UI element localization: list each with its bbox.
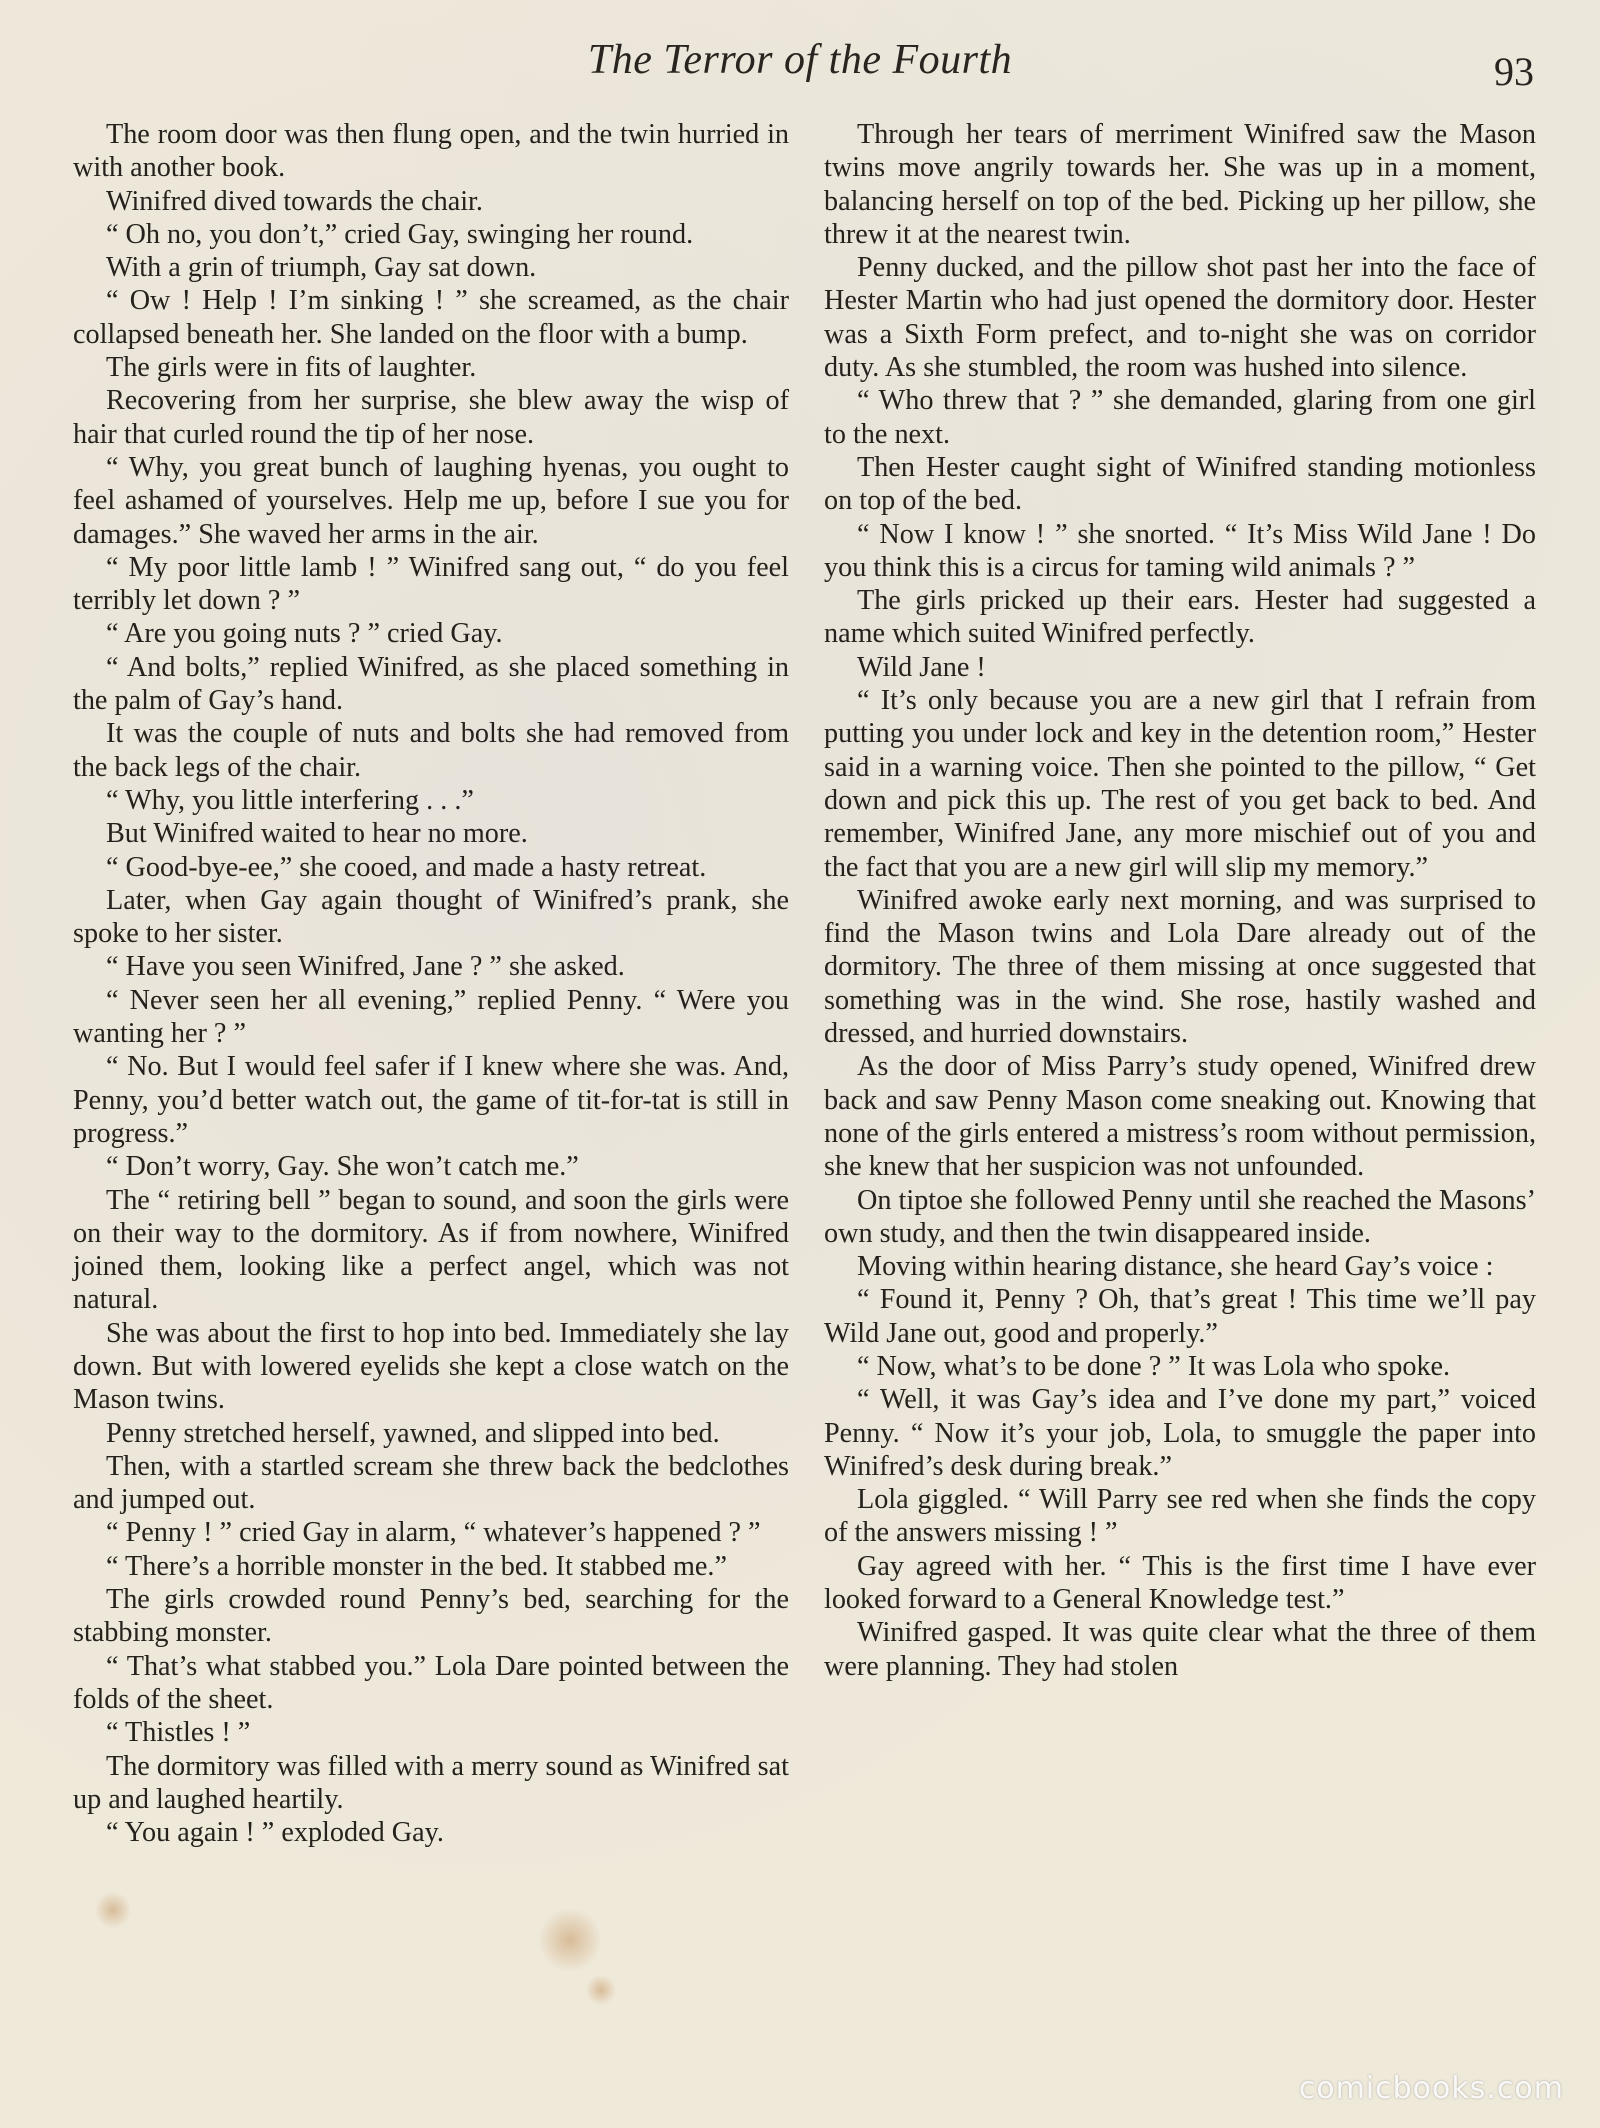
paragraph: “ Now I know ! ” she snorted. “ It’s Miss Wild Jane ! Do you think this is a circus for taming wild animals ? ” [824, 518, 1536, 583]
running-title: The Terror of the Fourth [587, 37, 1013, 83]
paragraph: “ Never seen her all evening,” replied Penny. “ Were you wanting her ? ” [73, 984, 789, 1050]
paragraph: Penny stretched herself, yawned, and slipped into bed. [106, 1417, 720, 1449]
paragraph: “ Good-bye-ee,” she cooed, and made a hasty retreat. [106, 851, 707, 883]
paragraph: “ It’s only because you are a new girl that I refrain from putting you under lock and key in the detention room,” Hester said in a warning voice. Then she pointed to the pillow, “ Get down and pick this up. The rest of you get back to bed. And remember, Winifred Jane, any more mischief out of you and the fact that you are a new girl will slip my memory.” [824, 685, 1536, 883]
paragraph: “ Don’t worry, Gay. She won’t catch me.” [106, 1151, 579, 1183]
paragraph: With a grin of triumph, Gay sat down. [106, 252, 537, 284]
foxing-stain [540, 1905, 600, 1975]
paragraph: Then, with a startled scream she threw back the bedclothes and jumped out. [73, 1450, 789, 1516]
paragraph: “ That’s what stabbed you.” Lola Dare pointed between the folds of the sheet. [73, 1650, 789, 1715]
paragraph: “ You again ! ” exploded Gay. [106, 1817, 444, 1849]
paragraph: Then Hester caught sight of Winifred standing motionless on top of the bed. [824, 451, 1536, 517]
paragraph: Winifred dived towards the chair. [106, 185, 483, 217]
left-column [73, 118, 789, 1849]
paragraph: She was about the first to hop into bed. Immediately she lay down. But with lowered eyelids she kept a close watch on the Mason twins. [73, 1317, 789, 1416]
paragraph: But Winifred waited to hear no more. [106, 818, 528, 850]
paragraph: The girls pricked up their ears. Hester had suggested a name which suited Winifred perfectly. [824, 585, 1536, 650]
paragraph: Wild Jane ! [857, 651, 986, 683]
paragraph: Recovering from her surprise, she blew away the wisp of hair that curled round the tip of her nose. [73, 385, 789, 450]
paragraph: Winifred awoke early next morning, and was surprised to find the Mason twins and Lola Dare already out of the dormitory. The three of them missing at once suggested that something was in the wind. She rose, hastily washed and dressed, and hurried downstairs. [824, 884, 1536, 1050]
paragraph: Lola giggled. “ Will Parry see red when she finds the copy of the answers missing ! ” [824, 1484, 1536, 1549]
paragraph: “ Why, you little interfering . . .” [106, 784, 474, 816]
paragraph: “ Ow ! Help ! I’m sinking ! ” she screamed, as the chair collapsed beneath her. She landed on the floor with a bump. [73, 285, 789, 350]
paragraph: “ No. But I would feel safer if I knew where she was. And, Penny, you’d better watch out, the game of tit-for-tat is still in progress.” [73, 1051, 789, 1149]
right-column [824, 118, 1536, 1683]
paragraph: Gay agreed with her. “ This is the first time I have ever looked forward to a General Knowledge test.” [824, 1550, 1536, 1616]
paragraph: Winifred gasped. It was quite clear what the three of them were planning. They had stolen [824, 1617, 1536, 1682]
paragraph: “ Found it, Penny ? Oh, that’s great ! This time we’ll pay Wild Jane out, good and properly.” [824, 1284, 1536, 1349]
paragraph: “ Who threw that ? ” she demanded, glaring from one girl to the next. [824, 385, 1536, 450]
paragraph: “ Well, it was Gay’s idea and I’ve done my part,” voiced Penny. “ Now it’s your job, Lola, to smuggle the paper into Winifred’s desk during break.” [824, 1384, 1536, 1482]
paragraph: It was the couple of nuts and bolts she had removed from the back legs of the chair. [73, 718, 789, 783]
paragraph: Through her tears of merriment Winifred saw the Mason twins move angrily towards her. She was up in a moment, balancing herself on top of the bed. Picking up her pillow, she threw it at the nearest twin. [824, 119, 1536, 250]
page-number: 93 [1494, 49, 1534, 94]
paragraph: The girls crowded round Penny’s bed, searching for the stabbing monster. [73, 1584, 789, 1649]
paragraph: Penny ducked, and the pillow shot past her into the face of Hester Martin who had just opened the dormitory door. Hester was a Sixth Form prefect, and to-night she was on corridor duty. As she stumbled, the room was hushed into silence. [824, 252, 1536, 384]
paragraph: The dormitory was filled with a merry sound as Winifred sat up and laughed heartily. [73, 1750, 789, 1815]
foxing-stain [585, 1975, 617, 2005]
paragraph: “ Are you going nuts ? ” cried Gay. [106, 618, 503, 650]
paragraph: The “ retiring bell ” began to sound, and soon the girls were on their way to the dormitory. As if from nowhere, Winifred joined them, looking like a perfect angel, which was not natural. [73, 1184, 789, 1316]
paragraph: “ Have you seen Winifred, Jane ? ” she asked. [106, 951, 625, 983]
paragraph: The girls were in fits of laughter. [106, 352, 477, 384]
paragraph: “ There’s a horrible monster in the bed. It stabbed me.” [106, 1550, 727, 1582]
paragraph: “ Why, you great bunch of laughing hyenas, you ought to feel ashamed of yourselves. Help me up, before I sue you for damages.” She waved her arms in the air. [73, 451, 789, 550]
watermark: comicbooks.com [1298, 2071, 1564, 2106]
paragraph: “ Oh no, you don’t,” cried Gay, swinging her round. [106, 218, 694, 250]
paragraph: “ Thistles ! ” [106, 1717, 251, 1749]
paragraph: On tiptoe she followed Penny until she reached the Masons’ own study, and then the twin disappeared inside. [824, 1184, 1536, 1249]
page-header [0, 36, 1600, 96]
foxing-stain [96, 1890, 130, 1930]
paragraph: “ Now, what’s to be done ? ” It was Lola who spoke. [857, 1350, 1451, 1382]
paragraph: Later, when Gay again thought of Winifred’s prank, she spoke to her sister. [73, 884, 789, 950]
paragraph: “ And bolts,” replied Winifred, as she placed something in the palm of Gay’s hand. [73, 651, 789, 717]
paragraph: As the door of Miss Parry’s study opened, Winifred drew back and saw Penny Mason come sneaking out. Knowing that none of the girls entered a mistress’s room without permission, she knew that her suspicion was not unfounded. [824, 1051, 1536, 1183]
paragraph: Moving within hearing distance, she heard Gay’s voice : [857, 1251, 1494, 1283]
paragraph: “ Penny ! ” cried Gay in alarm, “ whatever’s happened ? ” [106, 1517, 761, 1549]
paragraph: “ My poor little lamb ! ” Winifred sang out, “ do you feel terribly let down ? ” [73, 551, 789, 617]
paragraph: The room door was then flung open, and the twin hurried in with another book. [73, 119, 789, 184]
